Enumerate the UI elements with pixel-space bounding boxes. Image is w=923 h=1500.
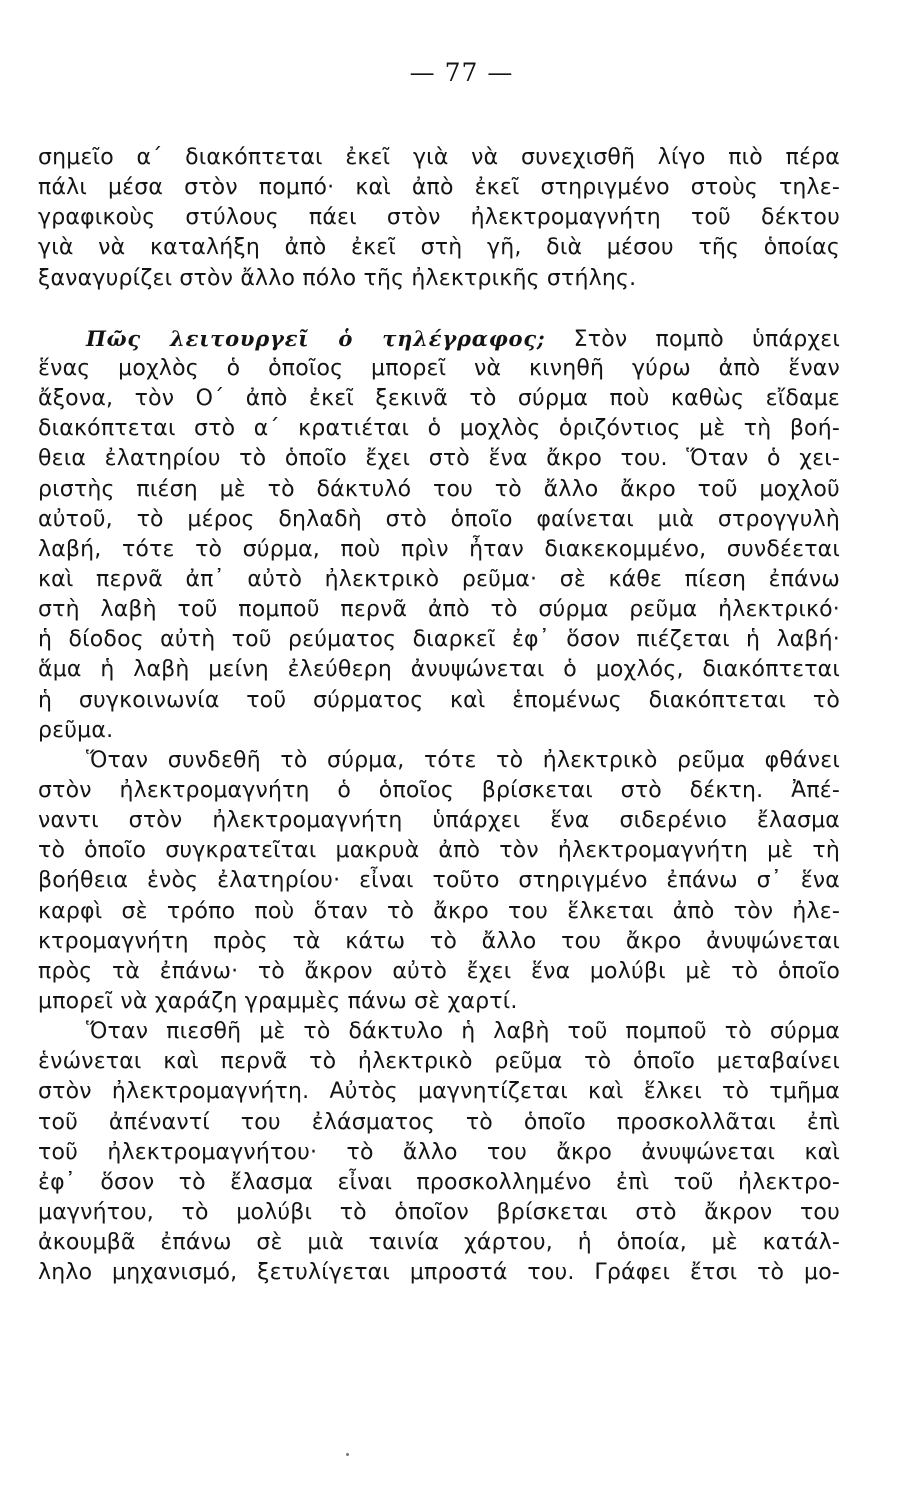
section-heading: Πῶς λειτουργεῖ ὁ τηλέγραφος;	[86, 325, 546, 351]
text-line: θεια ἐλατηρίου τὸ ὁποῖο ἔχει στὸ ἕνα ἄκρο του. Ὅταν ὁ χει-	[38, 446, 840, 472]
text-line: γιὰ νὰ καταλήξη ἀπὸ ἐκεῖ στὴ γῆ, διὰ μέσου τῆς ὁποίας	[38, 235, 840, 261]
text-line: ἑνώνεται καὶ περνᾶ τὸ ἠλεκτρικὸ ρεῦμα τὸ ὁποῖο μεταβαίνει	[38, 1049, 840, 1075]
paragraph-3	[38, 746, 840, 1017]
text-line: διακόπτεται στὸ α΄ κρατιέται ὁ μοχλὸς ὁριζόντιος μὲ τὴ βοή-	[38, 416, 840, 442]
text-line: καὶ περνᾶ ἀπ᾽ αὐτὸ ἠλεκτρικὸ ρεῦμα· σὲ κάθε πίεση ἐπάνω	[38, 566, 840, 592]
text-line: τοῦ ἀπέναντί του ἐλάσματος τὸ ὁποῖο προσκολλᾶται ἐπὶ	[38, 1109, 840, 1135]
ink-speck	[346, 1453, 349, 1456]
text-line: καρφὶ σὲ τρόπο ποὺ ὅταν τὸ ἄκρο του ἕλκεται ἀπὸ τὸν ἠλε-	[38, 898, 840, 924]
text-line: κτρομαγνήτη πρὸς τὰ κάτω τὸ ἄλλο του ἄκρο ἀνυψώνεται	[38, 928, 840, 954]
paragraph-1	[38, 143, 840, 294]
text-line: ἄξονα, τὸν Ο΄ ἀπὸ ἐκεῖ ξεκινᾶ τὸ σύρμα ποὺ καθὼς εἴδαμε	[38, 386, 840, 412]
heading-line	[38, 324, 840, 354]
text-line: τοῦ ἠλεκτρομαγνήτου· τὸ ἄλλο του ἄκρο ἀνυψώνεται καὶ	[38, 1139, 840, 1165]
text-line: Ὅταν πιεσθῆ μὲ τὸ δάκτυλο ἡ λαβὴ τοῦ πομποῦ τὸ σύρμα	[86, 1019, 840, 1045]
paragraph-4	[38, 1017, 840, 1288]
text-line: ξαναγυρίζει στὸν ἄλλο πόλο τῆς ἠλεκτρικῆς στήλης.	[38, 265, 637, 291]
text-line: λαβή, τότε τὸ σύρμα, ποὺ πρὶν ἦταν διακεκομμένο, συνδέεται	[38, 536, 840, 562]
text-line: ἐφ᾽ ὅσον τὸ ἔλασμα εἶναι προσκολλημένο ἐπὶ τοῦ ἠλεκτρο-	[38, 1169, 840, 1195]
text-line: αὐτοῦ, τὸ μέρος δηλαδὴ στὸ ὁποῖο φαίνεται μιὰ στρογγυλὴ	[38, 506, 840, 532]
text-line: ἡ συγκοινωνία τοῦ σύρματος καὶ ἑπομένως διακόπτεται τὸ	[38, 687, 840, 713]
text-line: ληλο μηχανισμό, ξετυλίγεται μπροστά του. Γράφει ἔτσι τὸ μο-	[38, 1260, 840, 1286]
text-line: ἡ δίοδος αὐτὴ τοῦ ρεύματος διαρκεῖ ἐφ᾽ ὅσον πιέζεται ἡ λαβή·	[38, 627, 840, 653]
text-line: ἕνας μοχλὸς ὁ ὁποῖος μπορεῖ νὰ κινηθῆ γύρω ἀπὸ ἕναν	[38, 355, 840, 381]
text-line: ναντι στὸν ἠλεκτρομαγνήτη ὑπάρχει ἕνα σιδερένιο ἔλασμα	[38, 808, 840, 834]
text-line: Ὅταν συνδεθῆ τὸ σύρμα, τότε τὸ ἠλεκτρικὸ ρεῦμα φθάνει	[86, 747, 840, 773]
text-line: πρὸς τὰ ἐπάνω· τὸ ἄκρον αὐτὸ ἔχει ἕνα μολύβι μὲ τὸ ὁποῖο	[38, 958, 840, 984]
text-span: Στὸν πομπὸ ὑπάρχει	[573, 326, 840, 352]
paragraph-gap	[38, 294, 840, 324]
text-line: μαγνήτου, τὸ μολύβι τὸ ὁποῖον βρίσκεται στὸ ἄκρον του	[38, 1199, 840, 1225]
text-line: τὸ ὁποῖο συγκρατεῖται μακρυὰ ἀπὸ τὸν ἠλεκτρομαγνήτη μὲ τὴ	[38, 838, 840, 864]
text-line: ρεῦμα.	[38, 717, 114, 743]
body-text	[38, 143, 840, 1288]
text-line: στὸν ἠλεκτρομαγνήτη. Αὐτὸς μαγνητίζεται καὶ ἕλκει τὸ τμῆμα	[38, 1079, 840, 1105]
text-line: στὴ λαβὴ τοῦ πομποῦ περνᾶ ἀπὸ τὸ σύρμα ρεῦμα ἠλεκτρικό·	[38, 597, 840, 623]
text-line: ριστὴς πιέση μὲ τὸ δάκτυλό του τὸ ἄλλο ἄκρο τοῦ μοχλοῦ	[38, 476, 840, 502]
paragraph-2	[38, 324, 840, 746]
text-line: στὸν ἠλεκτρομαγνήτη ὁ ὁποῖος βρίσκεται στὸ δέκτη. Ἀπέ-	[38, 777, 840, 803]
text-line: σημεῖο α΄ διακόπτεται ἐκεῖ γιὰ νὰ συνεχισθῆ λίγο πιὸ πέρα	[38, 145, 840, 170]
text-line: βοήθεια ἑνὸς ἐλατηρίου· εἶναι τοῦτο στηριγμένο ἐπάνω σ᾽ ἕνα	[38, 868, 840, 894]
page-number: — 77 —	[409, 58, 514, 87]
text-line: γραφικοὺς στύλους πάει στὸν ἠλεκτρομαγνήτη τοῦ δέκτου	[38, 205, 840, 231]
text-line: ἀκουμβᾶ ἐπάνω σὲ μιὰ ταινία χάρτου, ἡ ὁποία, μὲ κατάλ-	[38, 1230, 840, 1256]
text-line: πάλι μέσα στὸν πομπό· καὶ ἀπὸ ἐκεῖ στηριγμένο στοὺς τηλε-	[38, 175, 840, 201]
text-line: ἅμα ἡ λαβὴ μείνη ἐλεύθερη ἀνυψώνεται ὁ μοχλός, διακόπτεται	[38, 657, 840, 683]
text-line: μπορεῖ νὰ χαράζη γραμμὲς πάνω σὲ χαρτί.	[38, 988, 518, 1014]
